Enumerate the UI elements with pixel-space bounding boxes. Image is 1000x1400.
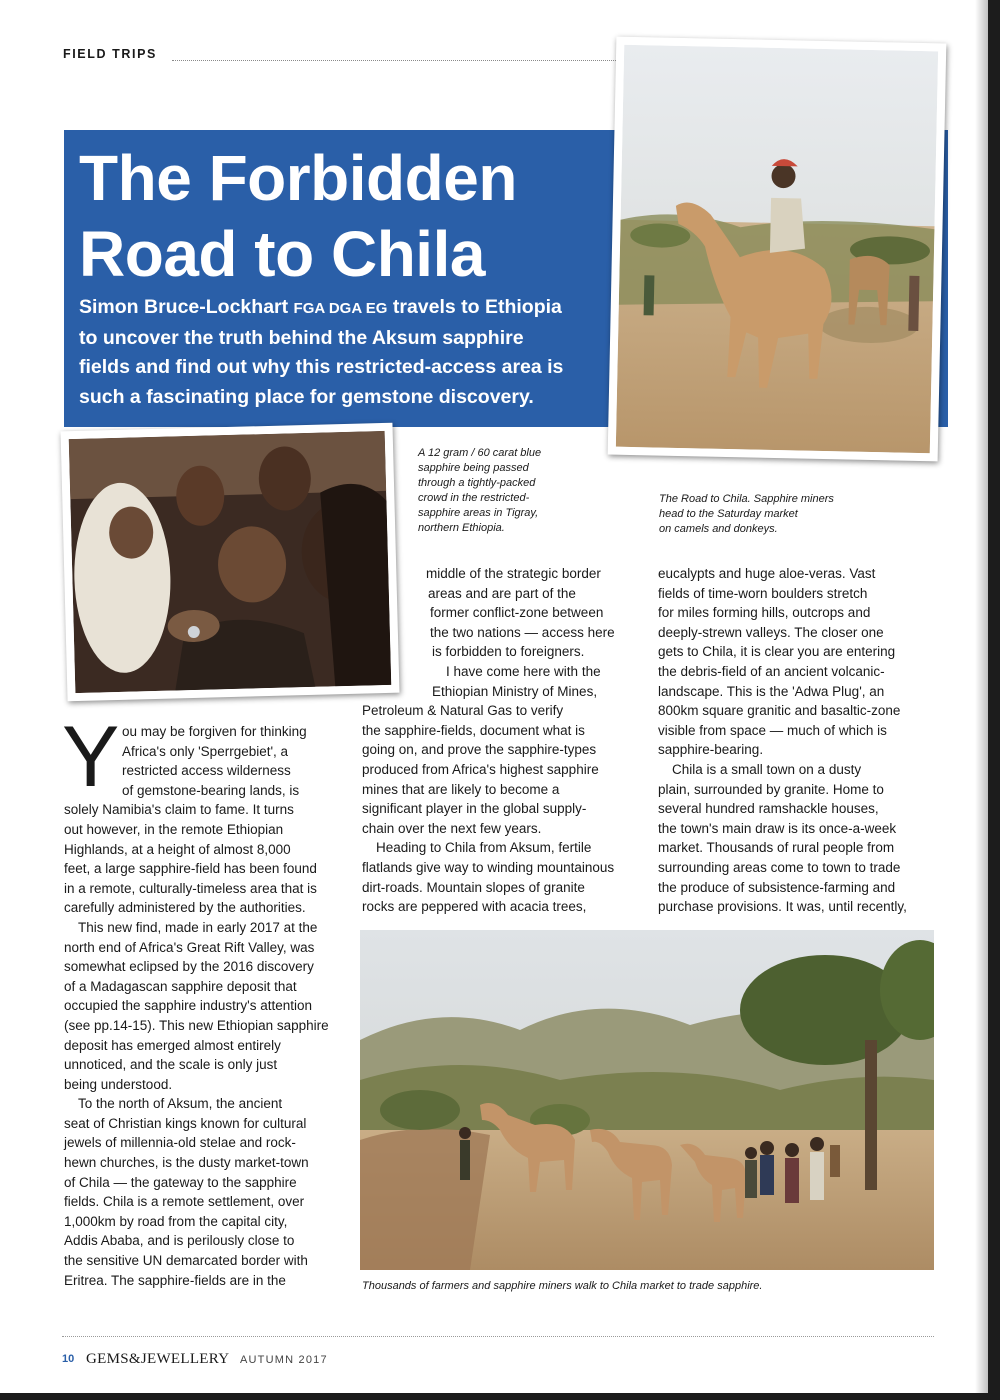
body-line: restricted access wilderness <box>122 763 291 779</box>
body-line: deeply-strewn valleys. The closer one <box>658 624 884 640</box>
body-line: This new find, made in early 2017 at the <box>78 919 318 935</box>
caption-line: sapphire being passed <box>418 462 529 474</box>
body-line: feet, a large sapphire-field has been found <box>64 861 317 877</box>
standfirst-line: such a fascinating place for gemstone discovery. <box>79 385 534 408</box>
body-line: the debris-field of an ancient volcanic- <box>658 663 885 679</box>
body-line: (see pp.14-15). This new Ethiopian sapphire <box>64 1017 329 1033</box>
author-name: Simon Bruce-Lockhart <box>79 296 289 318</box>
body-line: chain over the next few years. <box>362 820 542 836</box>
body-line: unnoticed, and the scale is only just <box>64 1057 278 1073</box>
author-credentials: FGA DGA EG <box>293 300 388 317</box>
caption-line: on camels and donkeys. <box>659 523 778 535</box>
standfirst <box>79 293 619 412</box>
title-line-2: Road to Chila <box>79 218 485 290</box>
body-line: for miles forming hills, outcrops and <box>658 605 871 621</box>
body-line: hewn churches, is the dusty market-town <box>64 1155 309 1171</box>
body-line: Petroleum & Natural Gas to verify <box>362 703 564 719</box>
caption-line: sapphire areas in Tigray, <box>418 507 539 519</box>
body-line: deposit has emerged almost entirely <box>64 1037 281 1053</box>
body-line: the two nations — access here <box>430 624 615 640</box>
body-line: north end of Africa's Great Rift Valley, was <box>64 939 315 955</box>
body-line: mines that are likely to become a <box>362 781 560 797</box>
body-line: is forbidden to foreigners. <box>432 644 585 660</box>
body-line: middle of the strategic border <box>426 566 601 581</box>
body-line: Highlands, at a height of almost 8,000 <box>64 841 291 857</box>
body-line: Heading to Chila from Aksum, fertile <box>376 840 592 856</box>
body-line: purchase provisions. It was, until recently, <box>658 899 907 915</box>
body-line: sapphire-bearing. <box>658 742 764 758</box>
body-line: surrounding areas come to town to trade <box>658 859 901 875</box>
caption-line: through a tightly-packed <box>418 477 536 489</box>
market-caption: Thousands of farmers and sapphire miners walk to Chila market to trade sapphire. <box>362 1280 763 1292</box>
body-line: carefully administered by the authorities. <box>64 900 306 916</box>
header-rule <box>172 60 632 61</box>
body-line: rocks are peppered with acacia trees, <box>362 899 587 915</box>
body-line: areas and are part of the <box>428 585 576 601</box>
standfirst-line: travels to Ethiopia <box>392 296 562 318</box>
caption-line: crowd in the restricted- <box>418 492 530 504</box>
sapphire-crowd-image <box>69 431 392 693</box>
body-line: landscape. This is the 'Adwa Plug', an <box>658 683 885 699</box>
sapphire-crowd-photo <box>61 423 400 702</box>
body-line: Eritrea. The sapphire-fields are in the <box>64 1272 286 1288</box>
body-line: Ethiopian Ministry of Mines, <box>432 683 598 699</box>
body-line: former conflict-zone between <box>430 605 604 621</box>
caption-line: northern Ethiopia. <box>418 522 505 534</box>
chila-market-photo <box>360 930 934 1270</box>
body-line: solely Namibia's claim to fame. It turns <box>64 802 294 818</box>
body-line: eucalypts and huge aloe-veras. Vast <box>658 566 876 581</box>
body-line: several hundred ramshackle houses, <box>658 801 879 817</box>
body-line: being understood. <box>64 1076 173 1092</box>
body-line: of Chila — the gateway to the sapphire <box>64 1174 297 1190</box>
body-line: 800km square granitic and basaltic-zone <box>658 703 901 719</box>
magazine-name: GEMS&JEWELLERY <box>86 1351 230 1367</box>
body-line: out however, in the remote Ethiopian <box>64 821 284 837</box>
standfirst-line: fields and find out why this restricted-access area is <box>79 356 564 378</box>
body-line: the produce of subsistence-farming and <box>658 879 896 895</box>
body-column-2 <box>362 564 615 917</box>
crowd-caption <box>418 446 541 536</box>
body-line: Chila is a small town on a dusty <box>672 761 862 777</box>
body-line: I have come here with the <box>446 663 601 679</box>
caption-line: head to the Saturday market <box>659 508 798 520</box>
camel-road-image <box>616 45 938 453</box>
body-line: somewhat eclipsed by the 2016 discovery <box>64 959 314 975</box>
body-line: To the north of Aksum, the ancient <box>78 1096 283 1112</box>
body-line: in a remote, culturally-timeless area that is <box>64 880 317 896</box>
camel-caption <box>659 492 834 537</box>
camel-road-photo <box>608 37 947 462</box>
body-line: jewels of millennia-old stelae and rock- <box>64 1135 296 1151</box>
body-line: fields of time-worn boulders stretch <box>658 585 868 601</box>
body-line: of gemstone-bearing lands, is <box>122 782 300 798</box>
body-line: the sensitive UN demarcated border with <box>64 1253 308 1269</box>
caption-line: The Road to Chila. Sapphire miners <box>659 493 834 505</box>
body-line: visible from space — much of which is <box>658 722 887 738</box>
body-line: Addis Ababa, and is perilously close to <box>64 1233 295 1249</box>
page-edge-shadow <box>975 0 988 1393</box>
section-label: FIELD TRIPS <box>63 47 157 61</box>
body-line: market. Thousands of rural people from <box>658 840 895 856</box>
body-line: plain, surrounded by granite. Home to <box>658 781 884 797</box>
footer-rule <box>62 1336 934 1337</box>
body-line: flatlands give way to winding mountainous <box>362 859 615 875</box>
body-line: going on, and prove the sapphire-types <box>362 742 597 758</box>
drop-cap: Y <box>62 709 120 805</box>
body-line: fields. Chila is a remote settlement, over <box>64 1194 305 1210</box>
body-line: significant player in the global supply- <box>362 801 587 817</box>
body-line: the sapphire-fields, document what is <box>362 722 585 738</box>
body-line: Africa's only 'Sperrgebiet', a <box>122 743 289 759</box>
body-line: dirt-roads. Mountain slopes of granite <box>362 879 585 895</box>
body-column-1 <box>62 709 329 1290</box>
body-line: 1,000km by road from the capital city, <box>64 1213 288 1229</box>
page-number: 10 <box>62 1353 75 1365</box>
standfirst-line: to uncover the truth behind the Aksum sapphire <box>79 326 524 349</box>
caption-line: A 12 gram / 60 carat blue <box>418 447 542 459</box>
title-line-1: The Forbidden <box>79 142 517 214</box>
body-line: gets to Chila, it is clear you are entering <box>658 644 896 660</box>
body-line: ou may be forgiven for thinking <box>122 724 307 739</box>
issue-label: AUTUMN 2017 <box>240 1354 328 1366</box>
body-line: produced from Africa's highest sapphire <box>362 761 599 777</box>
body-line: the town's main draw is its once-a-week <box>658 820 897 836</box>
body-line: seat of Christian kings known for cultural <box>64 1115 307 1131</box>
body-line: of a Madagascan sapphire deposit that <box>64 978 297 994</box>
body-column-3 <box>658 564 907 917</box>
body-line: occupied the sapphire industry's attention <box>64 998 312 1014</box>
